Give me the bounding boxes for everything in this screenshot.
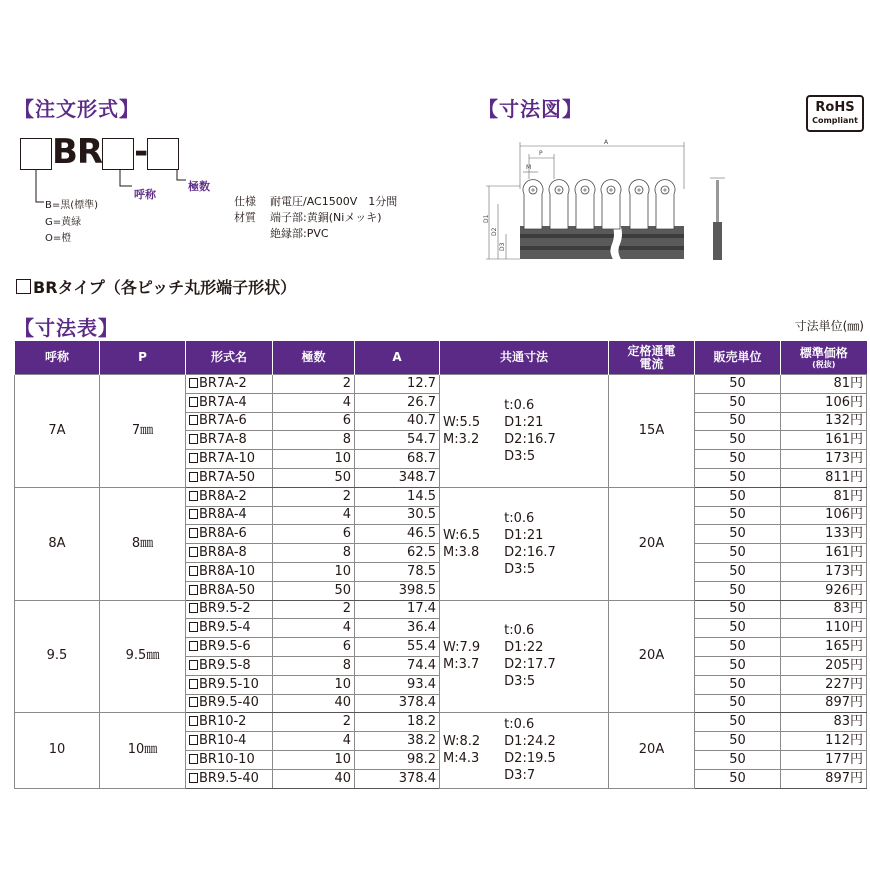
common-d-item: D3:5 (504, 561, 536, 577)
col-header-poles: 極数 (273, 341, 355, 375)
cell-price: 897円 (781, 769, 867, 788)
cell-poles: 4 (273, 619, 355, 638)
cell-sales-unit: 50 (695, 431, 781, 450)
table-row (15, 713, 867, 732)
svg-text:M: M (526, 164, 532, 171)
cell-sales-unit: 50 (695, 694, 781, 713)
model-name: BR9.5-40 (199, 770, 259, 786)
spec-terminal-material: 端子部:黄銅(Niメッキ) (270, 211, 382, 224)
color-option-green: G=黄緑 (45, 217, 82, 228)
cell-call: 7A (15, 375, 100, 488)
cell-a: 78.5 (355, 562, 440, 581)
call-label: 呼称 (134, 188, 156, 201)
cell-model (186, 544, 273, 563)
cell-poles: 2 (273, 600, 355, 619)
common-d (504, 716, 556, 784)
cell-poles: 40 (273, 694, 355, 713)
common-m: M:4.3 (443, 751, 480, 767)
cell-a: 38.2 (355, 732, 440, 751)
model-name: BR7A-6 (199, 413, 247, 429)
price-sublabel: (税抜) (812, 359, 836, 369)
common-d-item: D1:21 (504, 414, 544, 430)
cell-rated-current: 20A (609, 600, 695, 713)
checkbox-square (189, 397, 198, 407)
common-d (504, 510, 556, 578)
cell-model (186, 487, 273, 506)
model-name: BR7A-10 (199, 451, 256, 467)
checkbox-square (189, 378, 198, 388)
table-row (15, 375, 867, 394)
cell-poles: 10 (273, 562, 355, 581)
cell-sales-unit: 50 (695, 506, 781, 525)
model-name: BR8A-2 (199, 488, 247, 504)
cell-model (186, 732, 273, 751)
svg-text:D3: D3 (499, 242, 506, 251)
cell-call: 9.5 (15, 600, 100, 713)
code-series: BR (52, 132, 103, 172)
common-w: W:5.5 (443, 414, 481, 430)
cell-price: 173円 (781, 562, 867, 581)
dimension-drawing (484, 134, 734, 264)
cell-price: 161円 (781, 431, 867, 450)
model-name: BR8A-50 (199, 582, 256, 598)
order-code (20, 132, 179, 172)
cell-model (186, 562, 273, 581)
table-row (15, 600, 867, 619)
cell-model (186, 694, 273, 713)
common-d-item: D1:24.2 (504, 734, 556, 750)
cell-model (186, 393, 273, 412)
cell-sales-unit: 50 (695, 619, 781, 638)
cell-a: 74.4 (355, 656, 440, 675)
color-option-orange: O=橙 (45, 233, 72, 244)
spec-voltage: 耐電圧/AC1500V 1分間 (270, 195, 398, 208)
rohs-badge (806, 95, 864, 132)
type-box (16, 279, 31, 294)
price-label: 標準価格 (799, 345, 848, 360)
spec-key: 材質 (234, 211, 256, 224)
model-name: BR9.5-4 (199, 620, 251, 636)
cell-sales-unit: 50 (695, 525, 781, 544)
spec-insulation-material: 絶縁部:PVC (270, 227, 329, 240)
cell-poles: 4 (273, 393, 355, 412)
cell-price: 81円 (781, 375, 867, 394)
rohs-subtitle: Compliant (812, 116, 858, 125)
cell-poles: 10 (273, 750, 355, 769)
type-title-text: BRタイプ（各ピッチ丸形端子形状） (33, 278, 297, 297)
cell-a: 12.7 (355, 375, 440, 394)
model-name: BR7A-8 (199, 432, 247, 448)
cell-poles: 10 (273, 450, 355, 469)
common-d-item: D3:7 (504, 768, 536, 784)
cell-a: 55.4 (355, 638, 440, 657)
cell-a: 378.4 (355, 694, 440, 713)
cell-sales-unit: 50 (695, 581, 781, 600)
col-header-a: A (355, 341, 440, 375)
common-d-item: D3:5 (504, 448, 536, 464)
cell-pitch: 9.5㎜ (100, 600, 186, 713)
model-name: BR7A-2 (199, 375, 247, 391)
svg-text:D1: D1 (483, 214, 490, 223)
table-heading: 【寸法表】 (14, 316, 119, 340)
cell-model (186, 525, 273, 544)
cell-a: 62.5 (355, 544, 440, 563)
dims-heading: 【寸法図】 (478, 97, 583, 121)
cell-poles: 8 (273, 544, 355, 563)
cell-poles: 6 (273, 525, 355, 544)
color-label: B=黒(標準) (45, 200, 99, 211)
cell-rated-current: 20A (609, 713, 695, 788)
cell-poles: 4 (273, 732, 355, 751)
col-header-call: 呼称 (15, 341, 100, 375)
cell-price: 81円 (781, 487, 867, 506)
checkbox-square (189, 603, 198, 613)
cell-price: 83円 (781, 713, 867, 732)
dimension-table (14, 341, 867, 789)
common-d-item: D1:22 (504, 640, 544, 656)
cell-pitch: 8㎜ (100, 487, 186, 600)
cell-model (186, 600, 273, 619)
svg-text:D2: D2 (491, 227, 498, 236)
checkbox-square (189, 453, 198, 463)
cell-sales-unit: 50 (695, 468, 781, 487)
cell-sales-unit: 50 (695, 375, 781, 394)
cell-sales-unit: 50 (695, 675, 781, 694)
cell-price: 177円 (781, 750, 867, 769)
common-wm (443, 733, 480, 767)
common-d-item: t:0.6 (504, 623, 535, 639)
cell-price: 205円 (781, 656, 867, 675)
cell-poles: 50 (273, 581, 355, 600)
cell-poles: 4 (273, 506, 355, 525)
cell-a: 68.7 (355, 450, 440, 469)
checkbox-square (189, 528, 198, 538)
cell-poles: 8 (273, 431, 355, 450)
cell-call: 8A (15, 487, 100, 600)
cell-poles: 50 (273, 468, 355, 487)
cell-model (186, 431, 273, 450)
call-box (102, 138, 134, 170)
col-header-common-dims: 共通寸法 (440, 341, 609, 375)
table-body (15, 375, 867, 789)
cell-a: 46.5 (355, 525, 440, 544)
checkbox-square (189, 585, 198, 595)
rated-current-label: 定格通電 電流 (627, 343, 676, 371)
common-m: M:3.8 (443, 544, 480, 560)
model-name: BR9.5-8 (199, 657, 251, 673)
cell-poles: 10 (273, 675, 355, 694)
common-d-item: D2:17.7 (504, 657, 556, 673)
table-row (15, 487, 867, 506)
model-name: BR8A-4 (199, 507, 247, 523)
cell-sales-unit: 50 (695, 713, 781, 732)
cell-sales-unit: 50 (695, 750, 781, 769)
cell-model (186, 769, 273, 788)
checkbox-square (189, 415, 198, 425)
cell-poles: 2 (273, 713, 355, 732)
cell-price: 133円 (781, 525, 867, 544)
cell-model (186, 468, 273, 487)
model-name: BR8A-10 (199, 563, 256, 579)
cell-model (186, 450, 273, 469)
model-name: BR7A-50 (199, 469, 256, 485)
cell-common-dims (440, 375, 609, 488)
cell-price: 165円 (781, 638, 867, 657)
cell-price: 897円 (781, 694, 867, 713)
checkbox-square (189, 735, 198, 745)
cell-sales-unit: 50 (695, 562, 781, 581)
checkbox-square (189, 660, 198, 670)
checkbox-square (189, 716, 198, 726)
cell-sales-unit: 50 (695, 544, 781, 563)
common-w: W:6.5 (443, 527, 481, 543)
cell-sales-unit: 50 (695, 412, 781, 431)
model-name: BR10-2 (199, 714, 247, 730)
checkbox-square (189, 491, 198, 501)
cell-poles: 6 (273, 412, 355, 431)
common-d-item: t:0.6 (504, 717, 535, 733)
model-name: BR9.5-2 (199, 601, 251, 617)
cell-model (186, 375, 273, 394)
common-d (504, 397, 556, 465)
svg-text:P: P (539, 150, 543, 157)
cell-a: 40.7 (355, 412, 440, 431)
cell-model (186, 713, 273, 732)
cell-poles: 6 (273, 638, 355, 657)
model-name: BR8A-6 (199, 526, 247, 542)
cell-a: 36.4 (355, 619, 440, 638)
common-wm (443, 639, 480, 673)
model-name: BR8A-8 (199, 545, 247, 561)
model-name: BR9.5-6 (199, 639, 251, 655)
model-name: BR10-10 (199, 751, 255, 767)
model-name: BR9.5-10 (199, 676, 259, 692)
cell-call: 10 (15, 713, 100, 788)
model-name: BR10-4 (199, 733, 247, 749)
common-d-item: D2:19.5 (504, 751, 556, 767)
cell-pitch: 7㎜ (100, 375, 186, 488)
cell-a: 378.4 (355, 769, 440, 788)
checkbox-square (189, 472, 198, 482)
col-header-sales-unit: 販売単位 (695, 341, 781, 375)
col-header-pitch: P (100, 341, 186, 375)
cell-model (186, 581, 273, 600)
common-wm (443, 414, 480, 448)
cell-a: 54.7 (355, 431, 440, 450)
cell-poles: 40 (273, 769, 355, 788)
cell-price: 106円 (781, 506, 867, 525)
model-name: BR9.5-40 (199, 695, 259, 711)
code-dash: - (134, 132, 148, 172)
checkbox-square (189, 622, 198, 632)
cell-price: 161円 (781, 544, 867, 563)
cell-model (186, 412, 273, 431)
cell-model (186, 750, 273, 769)
cell-pitch: 10㎜ (100, 713, 186, 788)
common-w: W:8.2 (443, 734, 481, 750)
model-name: BR7A-4 (199, 394, 247, 410)
common-d-item: D3:5 (504, 674, 536, 690)
cell-price: 106円 (781, 393, 867, 412)
col-header-model: 形式名 (186, 341, 273, 375)
common-d-item: D2:16.7 (504, 431, 556, 447)
col-header-rated-current (609, 341, 695, 375)
poles-label: 極数 (188, 180, 210, 193)
cell-a: 398.5 (355, 581, 440, 600)
checkbox-square (189, 697, 198, 707)
cell-model (186, 656, 273, 675)
type-title (16, 275, 296, 298)
cell-sales-unit: 50 (695, 638, 781, 657)
cell-a: 348.7 (355, 468, 440, 487)
checkbox-square (189, 509, 198, 519)
common-d-item: D2:16.7 (504, 544, 556, 560)
checkbox-square (189, 773, 198, 783)
spec-block (234, 194, 397, 242)
cell-price: 110円 (781, 619, 867, 638)
common-m: M:3.2 (443, 431, 480, 447)
spec-key: 仕様 (234, 195, 256, 208)
common-d-item: D1:21 (504, 527, 544, 543)
cell-a: 30.5 (355, 506, 440, 525)
table-header-row (15, 341, 867, 375)
poles-box (147, 138, 179, 170)
rohs-title: RoHS (815, 100, 855, 115)
checkbox-square (189, 434, 198, 444)
cell-sales-unit: 50 (695, 450, 781, 469)
cell-sales-unit: 50 (695, 656, 781, 675)
cell-price: 83円 (781, 600, 867, 619)
cell-a: 98.2 (355, 750, 440, 769)
cell-poles: 8 (273, 656, 355, 675)
cell-model (186, 506, 273, 525)
cell-sales-unit: 50 (695, 393, 781, 412)
cell-price: 173円 (781, 450, 867, 469)
color-box (20, 138, 52, 170)
common-m: M:3.7 (443, 657, 480, 673)
cell-a: 14.5 (355, 487, 440, 506)
cell-price: 227円 (781, 675, 867, 694)
cell-sales-unit: 50 (695, 487, 781, 506)
cell-sales-unit: 50 (695, 769, 781, 788)
common-wm (443, 527, 480, 561)
cell-a: 93.4 (355, 675, 440, 694)
unit-note: 寸法単位(㎜) (794, 319, 864, 333)
cell-common-dims (440, 713, 609, 788)
checkbox-square (189, 641, 198, 651)
checkbox-square (189, 679, 198, 689)
common-w: W:7.9 (443, 640, 481, 656)
cell-poles: 2 (273, 375, 355, 394)
cell-rated-current: 15A (609, 375, 695, 488)
cell-poles: 2 (273, 487, 355, 506)
cell-model (186, 619, 273, 638)
cell-a: 17.4 (355, 600, 440, 619)
svg-text:A: A (604, 139, 609, 146)
cell-common-dims (440, 487, 609, 600)
cell-price: 132円 (781, 412, 867, 431)
checkbox-square (189, 754, 198, 764)
cell-a: 18.2 (355, 713, 440, 732)
common-d-item: t:0.6 (504, 397, 535, 413)
cell-price: 811円 (781, 468, 867, 487)
cell-model (186, 675, 273, 694)
common-d-item: t:0.6 (504, 510, 535, 526)
common-d (504, 622, 556, 690)
cell-model (186, 638, 273, 657)
cell-a: 26.7 (355, 393, 440, 412)
cell-sales-unit: 50 (695, 732, 781, 751)
checkbox-square (189, 547, 198, 557)
checkbox-square (189, 566, 198, 576)
cell-rated-current: 20A (609, 487, 695, 600)
cell-common-dims (440, 600, 609, 713)
cell-price: 926円 (781, 581, 867, 600)
order-heading: 【注文形式】 (14, 97, 140, 121)
cell-price: 112円 (781, 732, 867, 751)
cell-sales-unit: 50 (695, 600, 781, 619)
col-header-price (781, 341, 867, 375)
